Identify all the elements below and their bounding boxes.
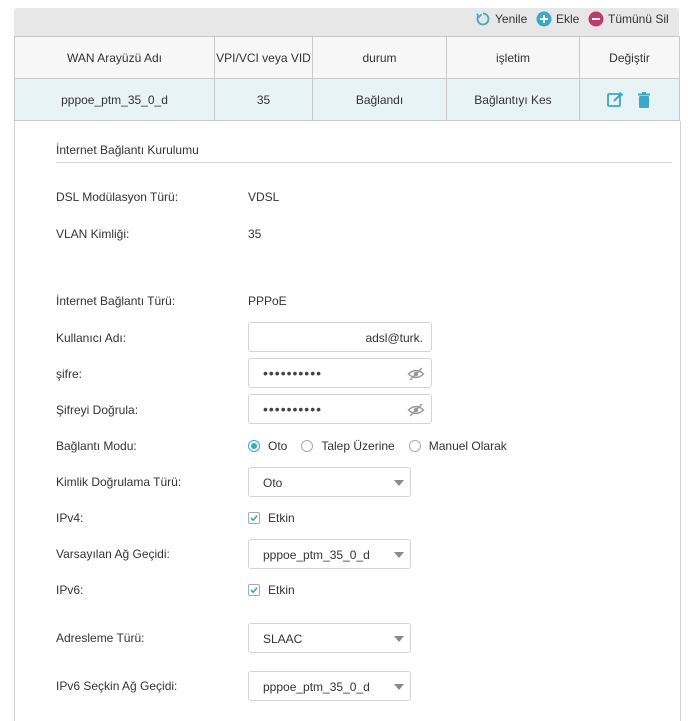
edit-icon[interactable] [606,91,624,109]
add-label: Ekle [556,12,580,26]
delete-all-button[interactable] [588,11,669,27]
chevron-down-icon [394,684,404,690]
ipv6-label: IPv6: [56,583,84,597]
header-vpi-vid: VPI/VCI veya VID [215,37,313,79]
connection-mode-label: Bağlantı Modu: [56,439,137,453]
header-wan-name: WAN Arayüzü Adı [15,37,215,79]
connection-settings-panel [14,121,681,721]
ipv4-checkbox-row[interactable] [248,511,295,525]
connection-type-label: İnternet Bağlantı Türü: [56,294,176,308]
password-input[interactable] [248,358,432,388]
confirm-password-mask: •••••••••• [263,401,323,417]
radio-manual-label: Manuel Olarak [428,439,507,453]
chevron-down-icon [394,480,404,486]
ipv4-checkbox[interactable] [248,512,260,524]
username-input[interactable] [248,322,432,352]
refresh-icon [475,11,491,27]
cell-vid: 35 [215,79,313,121]
cell-wan-name: pppoe_ptm_35_0_d [15,79,215,121]
auth-type-value: Oto [263,476,283,490]
remove-icon [588,11,604,27]
delete-icon[interactable] [635,91,653,109]
radio-on-demand-label: Talep Üzerine [321,439,395,453]
radio-auto-circle[interactable] [248,440,260,452]
password-label: şifre: [56,367,83,381]
section-divider [56,162,672,163]
table-toolbar [14,8,679,36]
refresh-label: Yenile [495,12,528,26]
ipv4-label: IPv4: [56,511,84,525]
table-header-row [15,37,680,79]
delete-all-label: Tümünü Sil [608,12,669,26]
ipv6-gateway-value: pppoe_ptm_35_0_d [263,680,370,694]
ipv6-gateway-select[interactable] [248,671,411,701]
cell-modify [580,79,680,121]
radio-manual[interactable] [409,439,507,453]
ipv6-checkbox[interactable] [248,584,260,596]
table-row[interactable] [15,79,680,121]
radio-on-demand[interactable] [301,439,394,453]
default-gateway-label: Varsayılan Ağ Geçidi: [56,547,170,561]
connection-type-value: PPPoE [248,294,287,308]
radio-auto[interactable] [248,439,287,453]
radio-auto-label: Oto [268,439,288,453]
section-title: İnternet Bağlantı Kurulumu [56,143,199,157]
dsl-modulation-value: VDSL [248,190,280,204]
ipv4-checkbox-label: Etkin [268,511,295,525]
header-modify: Değiştir [580,37,680,79]
addressing-type-value: SLAAC [263,632,303,646]
auth-type-select[interactable] [248,467,411,497]
check-icon [249,513,259,523]
add-icon [536,11,552,27]
vlan-id-label: VLAN Kimliği: [56,227,130,241]
ipv6-checkbox-label: Etkin [268,583,295,597]
wan-interface-table [14,36,680,121]
check-icon [249,585,259,595]
radio-on-demand-circle[interactable] [301,440,313,452]
connection-mode-radio-group [248,439,521,453]
auth-type-label: Kimlik Doğrulama Türü: [56,475,182,489]
addressing-type-select[interactable] [248,623,411,653]
dsl-modulation-label: DSL Modülasyon Türü: [56,190,179,204]
hide-confirm-password-icon[interactable] [407,401,425,419]
cell-status: Bağlandı [313,79,447,121]
cell-operation[interactable]: Bağlantıyı Kes [447,79,580,121]
hide-password-icon[interactable] [407,365,425,383]
refresh-button[interactable] [475,11,527,27]
username-label: Kullanıcı Adı: [56,331,127,345]
vlan-id-value: 35 [248,227,262,241]
ipv6-checkbox-row[interactable] [248,583,295,597]
header-status: durum [313,37,447,79]
password-mask: •••••••••• [263,365,323,381]
confirm-password-input[interactable] [248,394,432,424]
addressing-type-label: Adresleme Türü: [56,631,145,645]
chevron-down-icon [394,636,404,642]
default-gateway-select[interactable] [248,539,411,569]
header-operation: işletim [447,37,580,79]
default-gateway-value: pppoe_ptm_35_0_d [263,548,370,562]
ipv6-gateway-label: IPv6 Seçkin Ağ Geçidi: [56,679,178,693]
radio-manual-circle[interactable] [409,440,421,452]
chevron-down-icon [394,552,404,558]
username-value: adsl@turk. [365,331,423,345]
add-button[interactable] [536,11,579,27]
confirm-password-label: Şifreyi Doğrula: [56,403,139,417]
